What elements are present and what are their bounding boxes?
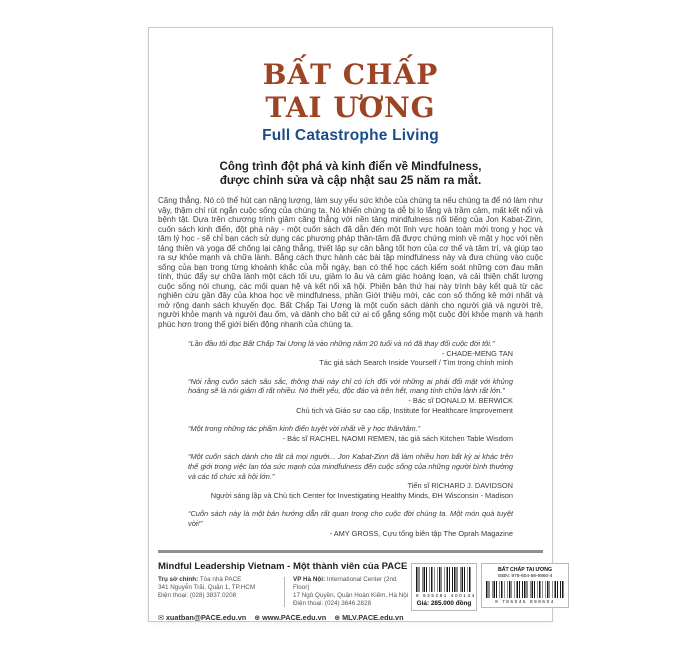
tagline-line-2: được chỉnh sửa và cập nhật sau 25 năm ra mắt.: [219, 175, 482, 187]
isbn-book-title: BẤT CHẤP TAI ƯƠNG: [497, 567, 553, 574]
address-separator: [284, 577, 285, 607]
isbn-number: ISBN: 978-604-58-9860-4: [497, 574, 553, 580]
barcode-image: [486, 581, 564, 598]
isbn-barcode-label: [481, 563, 569, 608]
hanoi-office-address: [293, 576, 411, 608]
publisher-info: [158, 561, 411, 622]
book-subtitle-english: Full Catastrophe Living: [262, 127, 439, 144]
testimonial-quote: “Nói rằng cuốn sách sâu sắc, thông thái này chỉ có ích đối với những ai phải đối mặt với khủng hoảng sẽ là nói giảm đi rất nhiều. Nó thiết yếu, độc đáo và trên hết, mang tính chữa lành rất lớn.”: [188, 376, 513, 396]
testimonial-quote: “Cuốn sách này là một bản hướng dẫn rất quan trọng cho cuộc đời chúng ta. Một món quà tuyệt vời!”: [188, 509, 513, 528]
testimonial-author-role: Người sáng lập và Chủ tịch Center for Investigating Healthy Minds, ĐH Wisconsin - Madison: [210, 490, 513, 500]
testimonial-author: Tiến sĩ RICHARD J. DAVIDSON: [407, 481, 513, 491]
barcode-digits: 9 786045 898604: [495, 599, 555, 605]
testimonial-quote: “Lần đầu tôi đọc Bất Chấp Tai Ương là vào những năm 20 tuổi và nó đã thay đổi cuộc đời tôi.”: [188, 339, 495, 348]
testimonial-author: - Bác sĩ RACHEL NAOMI REMEN, tác giả sách Kitchen Table Wisdom: [282, 433, 513, 443]
synopsis-paragraph: Căng thẳng. Nó có thể hút cạn năng lượng, làm suy yếu sức khỏe của chúng ta nếu chúng ta để nó làm như vậy, thậm chí rút ngắn cuộc sống của chúng ta. Nó khiến chúng ta dễ bị lo lắng và trầm cảm, mất kết nối và bệnh tật. Dựa trên chương trình giảm căng thẳng với nền tảng mindfulness nổi tiếng của Jon Kabat-Zinn, cuốn sách kinh điển, đột phá này - một cuốn sách đã dẫn đến một lĩnh vực hoàn toàn mới trong y học và tâm lý học - sẽ chỉ bạn cách sử dụng các phương pháp thân-tâm đã được chứng minh về mặt y học với nền tảng thiền và yoga để chống lại căng thẳng, thiết lập sự cân bằng tốt hơn của cơ thể và tâm trí, và giúp tạo ra sự khỏe mạnh và chữa lành. Bằng cách thực hành các bài tập mindfulness này và đưa chúng vào cuộc sống của bạn trong từng khoảnh khắc của mỗi ngày, bạn có thể học cách kiểm soát những cơn đau mãn tính, thúc đẩy sự chữa lành một cách tối ưu, giảm lo âu và cảm giác hoảng loạn, và cải thiện chất lượng cuộc sống nói chung, các mối quan hệ và kết nối xã hội. Phiên bản thứ hai này trình bày kết quả từ các nghiên cứu gần đây của khoa học về mindfulness, phần Giới thiệu mới, các con số thống kê mới nhất và mở rộng danh sách khuyến đọc. Bất Chấp Tai Ương là một cuốn sách dành cho người già và người trẻ, người khỏe mạnh và người đau ốm, và dành cho bất cứ ai cố gắng sống một cuộc đời khỏe mạnh và hạnh phúc hơn trong thế giới biến động nhanh của chúng ta.: [158, 196, 543, 329]
barcode-digits: 8 935281 400134: [416, 593, 476, 599]
address-columns: [158, 576, 411, 608]
contact-row: [158, 613, 411, 622]
tagline-line-1: Công trình đột phá và kinh điển về Mindfulness,: [219, 161, 482, 173]
hq-label: Trụ sở chính:: [158, 576, 199, 584]
book-title-line-1: BẤT CHẤP: [262, 58, 439, 91]
globe-icon: ⊕: [254, 615, 261, 623]
testimonial-donald-berwick: [188, 377, 513, 415]
testimonials-section: [158, 339, 543, 538]
hq-phone: Điện thoại: (028) 3837.0208: [158, 592, 237, 600]
footer-divider: [158, 550, 543, 553]
publisher-footer: [158, 561, 555, 623]
price-barcode-label: [411, 563, 477, 611]
testimonial-author-role: Tác giả sách Search Inside Yourself / Tìm trong chính mình: [319, 358, 513, 368]
testimonial-author: - AMY GROSS, Cựu tổng biên tập The Oprah Magazine: [329, 528, 513, 538]
tagline: [158, 160, 543, 188]
testimonial-author: - Bác sĩ DONALD M. BERWICK: [408, 395, 513, 405]
email-icon: ✉: [158, 615, 164, 623]
book-title-line-2: TAI ƯƠNG: [265, 91, 436, 124]
hanoi-label: VP Hà Nội:: [293, 576, 326, 584]
hq-street: 341 Nguyễn Trãi, Quận 1, TP.HCM: [158, 584, 256, 592]
testimonial-author: - CHADE-MENG TAN: [441, 348, 513, 358]
hanoi-building: International Center (2nd Floor): [293, 576, 397, 592]
barcode-image: [416, 567, 472, 592]
testimonial-chade-meng-tan: [188, 339, 513, 368]
testimonial-richard-davidson: [188, 452, 513, 500]
testimonial-quote: “Một cuốn sách dành cho tất cả mọi người... Jon Kabat-Zinn đã làm nhiều hơn bất kỳ ai khác trên thế giới trong việc lan tỏa sức mạnh của mindfulness đến cuộc sống của những người bình thường và các tổ chức xã hội lớn.”: [188, 452, 513, 481]
website-url: www.PACE.edu.vn: [262, 613, 327, 623]
hq-building: Tòa nhà PACE: [199, 576, 242, 584]
testimonial-amy-gross: [188, 509, 513, 538]
book-back-cover: [148, 27, 553, 622]
title-block: [158, 58, 543, 145]
hanoi-phone: Điện thoại: (024) 3646.2828: [293, 600, 372, 608]
price-text: Giá: 285.000 đồng: [416, 600, 472, 608]
publisher-name: Mindful Leadership Vietnam - Một thành viên của PACE: [158, 561, 408, 573]
globe-icon: ⊕: [334, 615, 341, 623]
website-url-2: MLV.PACE.edu.vn: [342, 613, 404, 623]
testimonial-quote: “Một trong những tác phẩm kinh điển tuyệt vời nhất về y học thân/tâm.”: [188, 424, 421, 434]
email-address: xuatban@PACE.edu.vn: [165, 613, 247, 623]
barcode-area: [411, 563, 569, 622]
testimonial-author-role: Chủ tịch và Giáo sư cao cấp, Institute for Healthcare Improvement: [296, 405, 513, 415]
testimonial-rachel-remen: [188, 424, 513, 443]
headquarters-address: [158, 576, 276, 608]
hanoi-street: 17 Ngô Quyền, Quận Hoàn Kiếm, Hà Nội: [293, 592, 409, 600]
